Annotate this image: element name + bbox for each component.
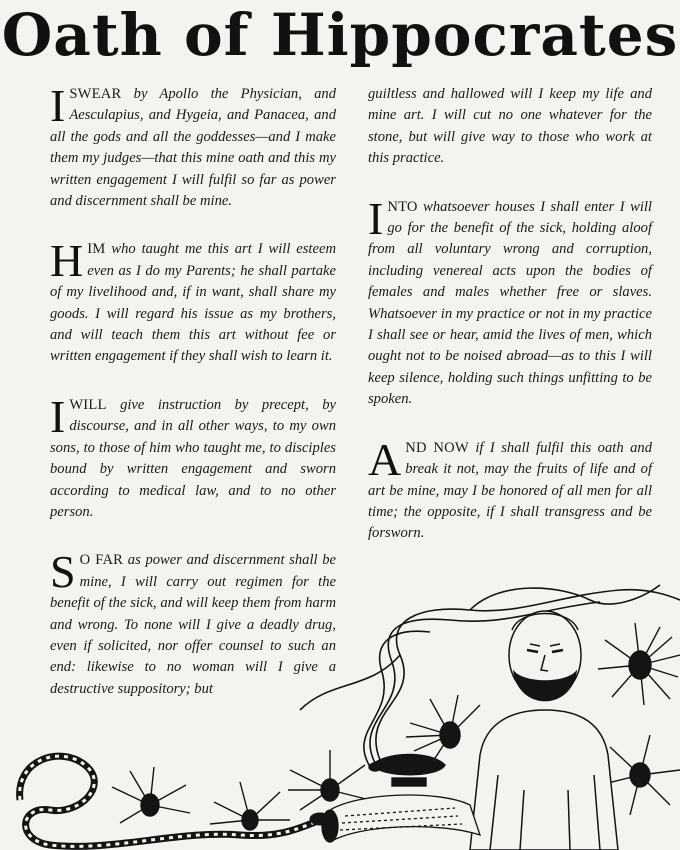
oath-paragraph [368, 192, 652, 411]
paragraph-text: guiltless and hallowed will I keep my life and mine art. I will cut no one whatever for the stone, but will give way to those who work at this practice. [368, 86, 652, 167]
right-column [368, 84, 652, 572]
oath-paragraph [50, 390, 336, 523]
paragraph-text: by Apollo the Physician, and Aesculapius, and Hygeia, and Panacea, and all the gods and all the goddesses—and I make them my judges—that this mine oath and this my written engagement I will fulfil so far as power and discernment shall be mine. [50, 86, 336, 210]
oil-lamp-art [369, 754, 445, 786]
serpent-art [20, 756, 330, 846]
paragraph-text: as power and discernment shall be mine, I will carry out regimen for the benefit of the sick, and will keep them from harm and wrong. To none will I give a deadly drug, even if solicited, nor offer counsel to such an end: likewise to no woman will I give a destructive suppository; but [50, 552, 337, 697]
drop-cap: S [50, 546, 76, 598]
drop-cap: H [50, 235, 84, 287]
drop-cap: A [368, 433, 402, 485]
scroll-art [322, 795, 480, 842]
paragraph-text: who taught me this art I will esteem even as I do my Parents; he shall partake of my livelihood and, if in want, shall share my goods. I will regard his issue as my brothers, and will teach them this art without fee or written engagement if they shall wish to learn it. [50, 241, 336, 365]
paragraph-text: if I shall fulfil this oath and break it not, may the fruits of life and of art be mine, may I be honored of all men for all time; the opposite, if I shall transgress and be forsworn. [368, 439, 652, 542]
lead-word: NTO [387, 198, 418, 215]
oath-paragraph [368, 84, 652, 170]
lead-word: IM [87, 241, 106, 258]
paragraph-text: give instruction by precept, by discourse, and in all other ways, to my own sons, to those of him who taught me, to disciples bound by written engagement and sworn according to medical law, and to no other person. [50, 396, 336, 520]
oath-paragraph [50, 80, 336, 212]
hippocrates-illustration [0, 560, 680, 850]
drop-cap: I [368, 192, 384, 244]
hippocrates-bust-art [470, 611, 618, 850]
lead-word: O FAR [79, 552, 124, 569]
oath-paragraph [368, 433, 652, 545]
lead-word: ND NOW [405, 439, 469, 456]
lead-word: WILL [69, 396, 107, 413]
paragraph-text: whatsoever houses I shall enter I will go for the benefit of the sick, holding aloof from all voluntary wrong and corruption, including venereal acts upon the bodies of females and males whether free or slaves. Whatsoever in my practice or not in my practice I shall see or hear, amid the lives of men, which ought not to be noised abroad—as to this I will keep silence, holding such things unfitting to be spoken. [368, 198, 652, 408]
drop-cap: I [50, 80, 66, 131]
oath-paragraph [50, 235, 336, 367]
page-title: Oath of Hippocrates [1, 1, 679, 69]
lead-word: SWEAR [69, 86, 122, 102]
drop-cap: I [50, 390, 66, 442]
